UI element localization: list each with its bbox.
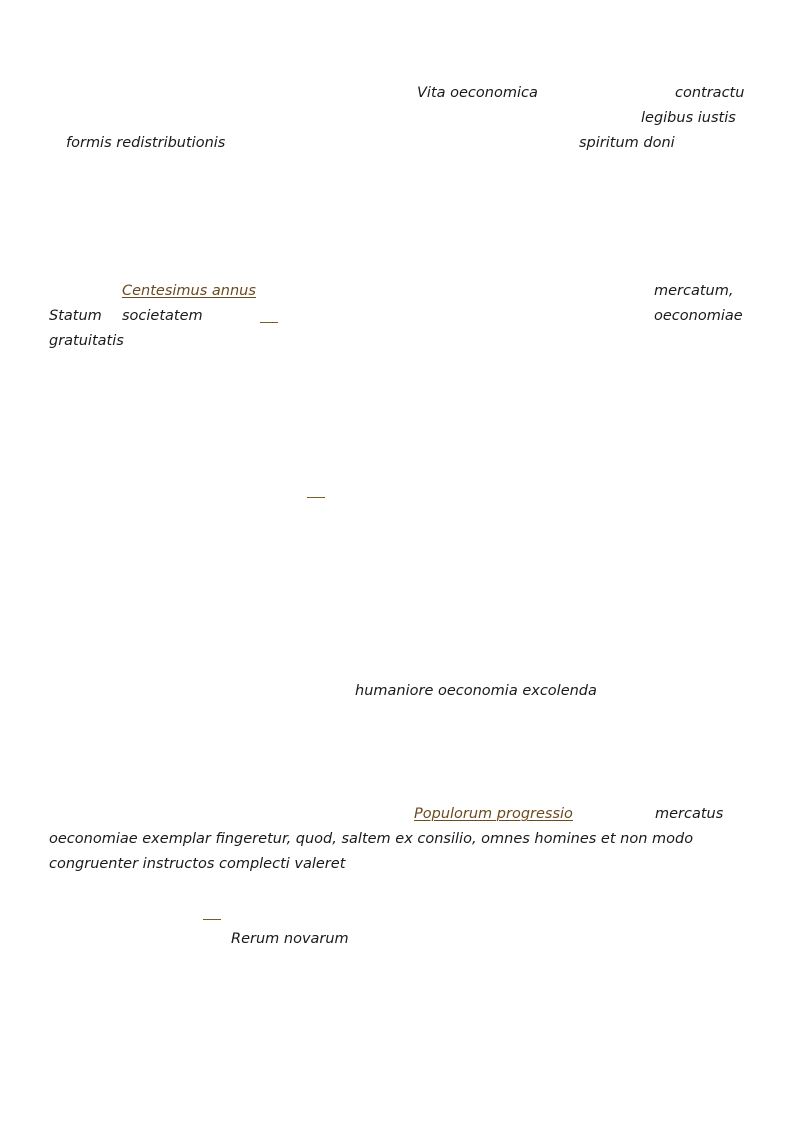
text-rerum-novarum: Rerum novarum	[231, 931, 349, 947]
footnote-link-1[interactable]	[260, 322, 278, 323]
text-spiritum-doni: spiritum doni	[579, 135, 675, 151]
text-vita-oeconomica: Vita oeconomica	[417, 85, 538, 101]
link-centesimus-annus[interactable]: Centesimus annus	[122, 283, 256, 299]
text-mercatum: mercatum,	[654, 283, 734, 299]
text-line-oeconomiae-exemplar: oeconomiae exemplar fingeretur, quod, saltem ex consilio, omnes homines et non modo	[49, 831, 694, 847]
text-mercatus: mercatus	[655, 806, 724, 822]
text-contractu: contractu	[675, 85, 745, 101]
text-humaniore-oeconomia: humaniore oeconomia excolenda	[355, 683, 597, 699]
text-oeconomiae: oeconomiae	[654, 308, 743, 324]
link-populorum-progressio[interactable]: Populorum progressio	[414, 806, 573, 822]
text-societatem: societatem	[122, 308, 203, 324]
footnote-link-3[interactable]	[203, 919, 221, 920]
text-legibus-iustis: legibus iustis	[641, 110, 736, 126]
text-statum: Statum	[49, 308, 102, 324]
footnote-link-2[interactable]	[307, 497, 325, 498]
text-line-congruenter: congruenter instructos complecti valeret	[49, 856, 346, 872]
text-gratuitatis: gratuitatis	[49, 333, 124, 349]
text-formis-redistributionis: formis redistributionis	[66, 135, 226, 151]
